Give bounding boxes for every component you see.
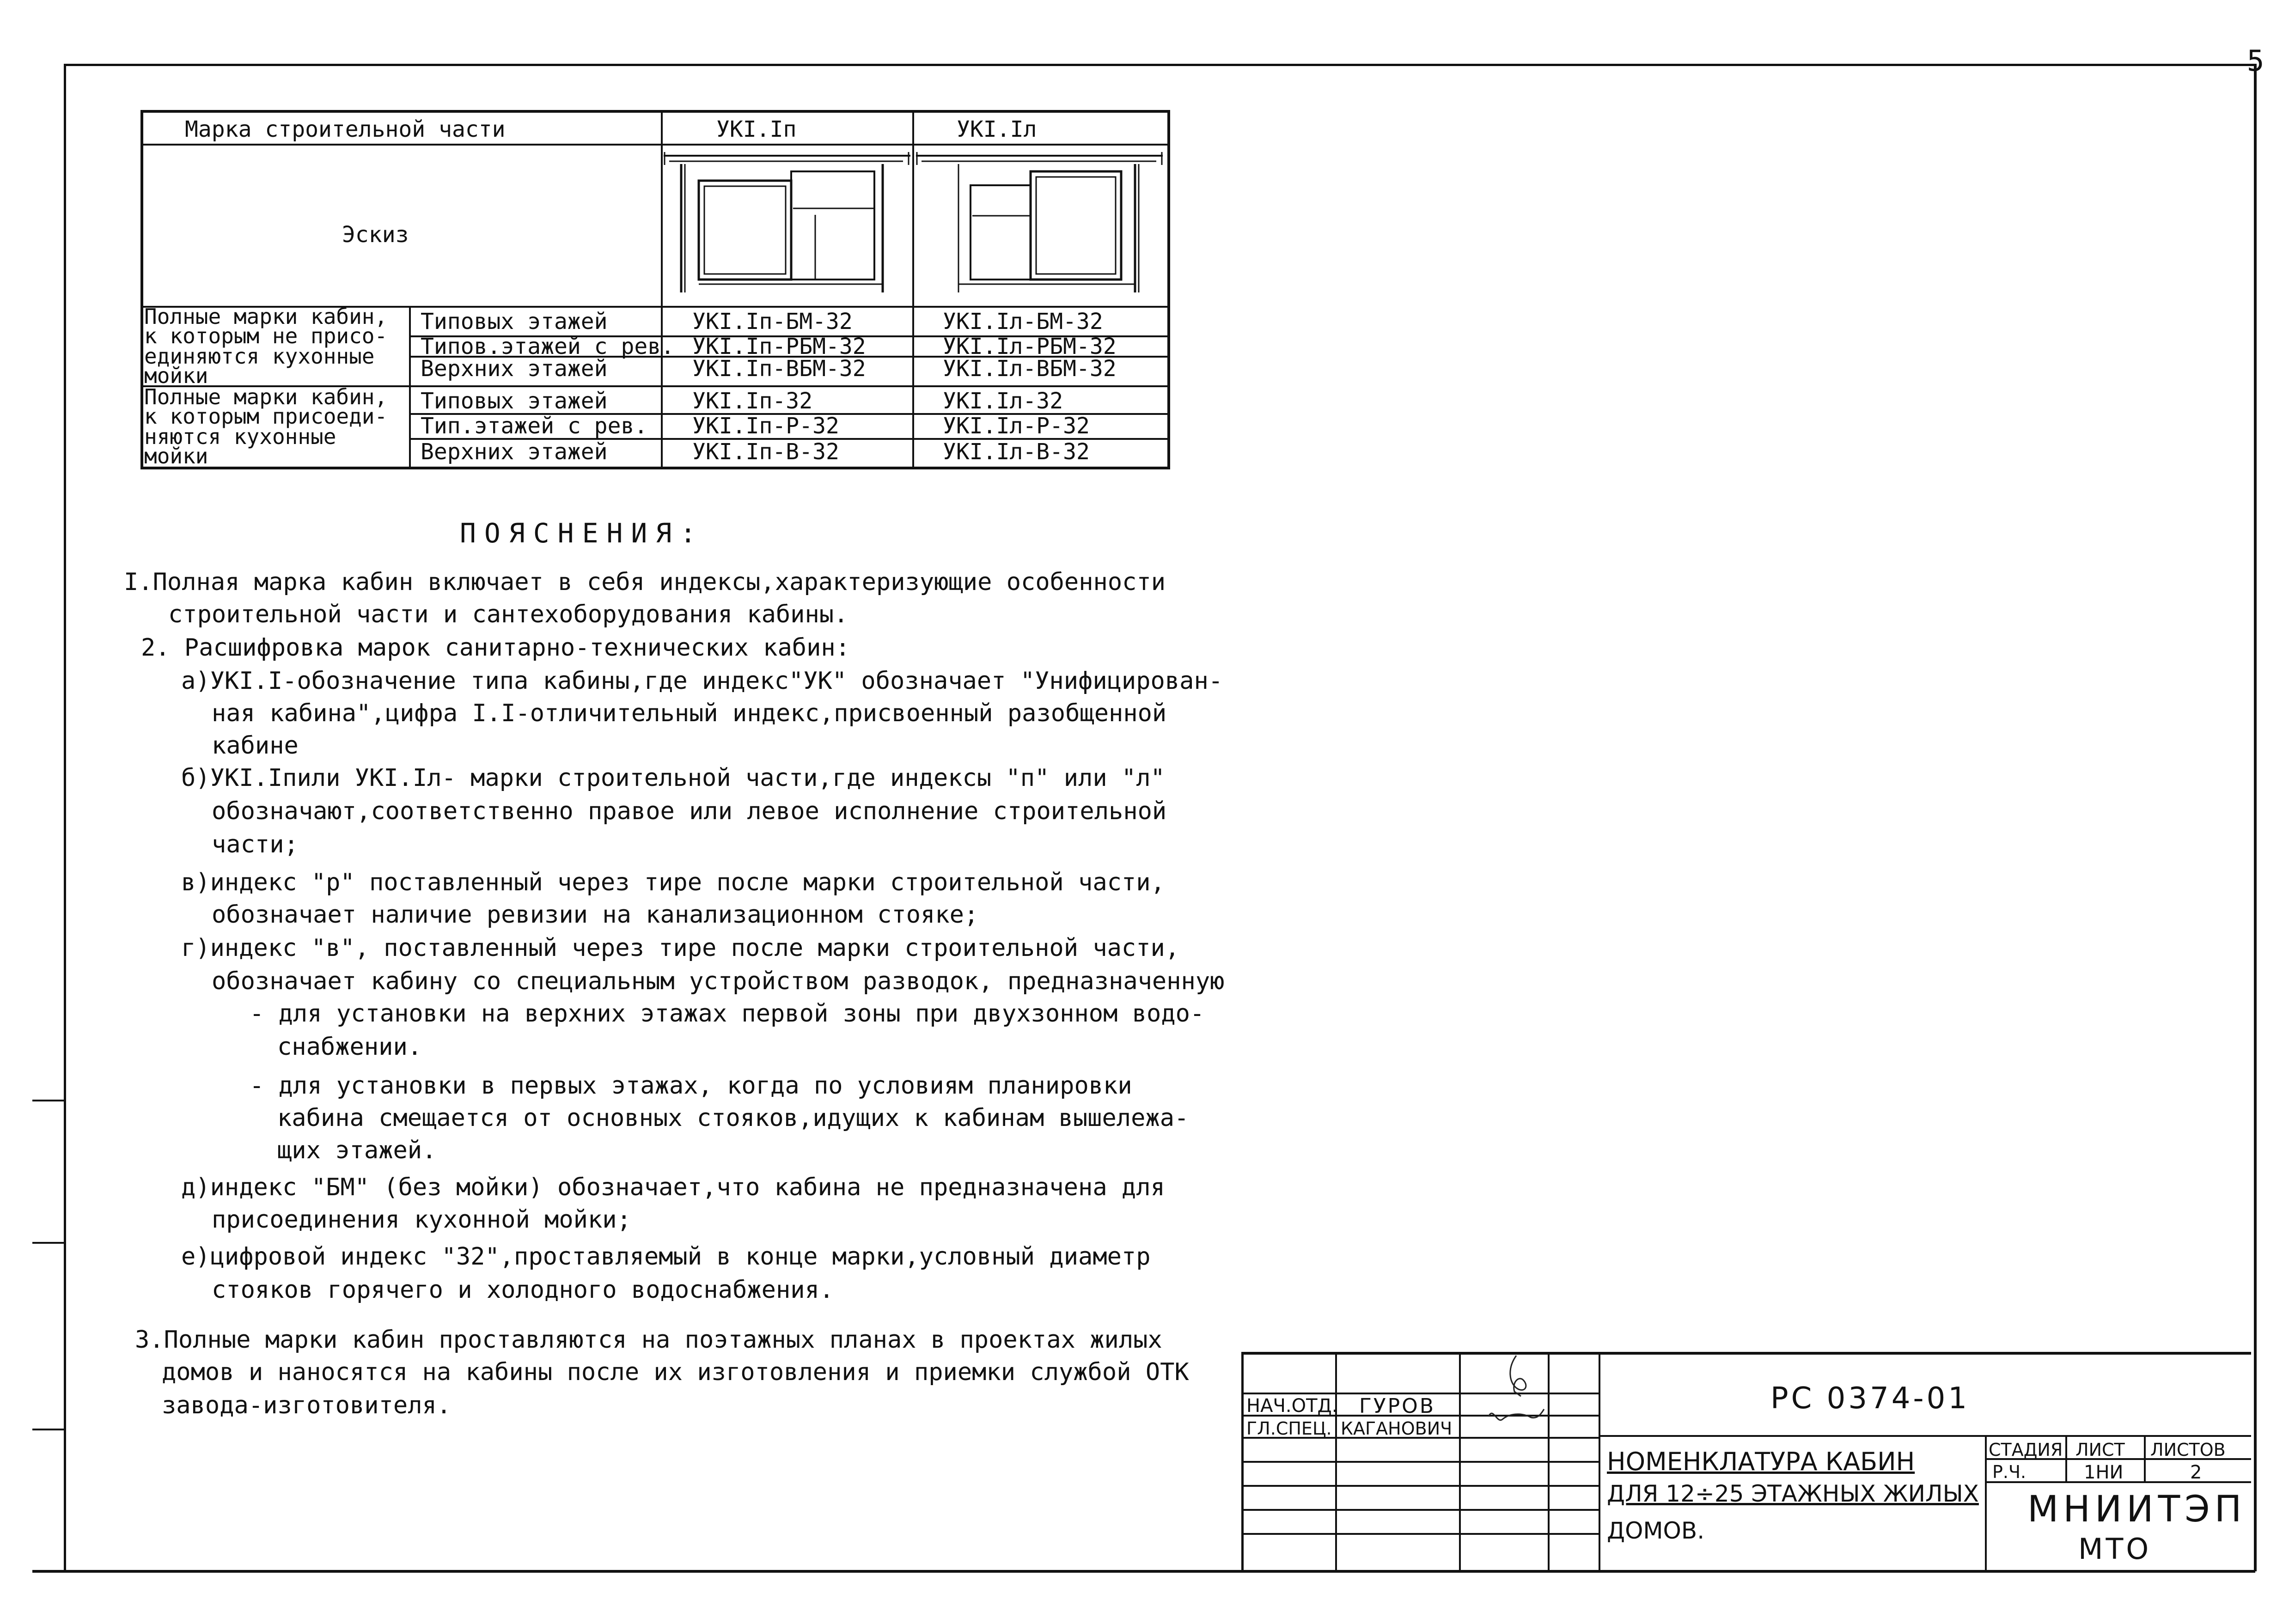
note-line: - для установки в первых этажах, когда по условиям планировки: [250, 1072, 1132, 1100]
note-line: е)цифровой индекс "32",проставляемый в конце марки,условный диаметр: [181, 1243, 1151, 1271]
name-kaganovich: КАГАНОВИЧ: [1341, 1418, 1453, 1439]
title-block: [1241, 1352, 2251, 1573]
margin-tick: [32, 1100, 65, 1101]
organization-unit: МТО: [2078, 1532, 2152, 1566]
notes-title: ПОЯСНЕНИЯ:: [460, 517, 705, 549]
organization-name: МНИИТЭП: [2027, 1489, 2246, 1530]
note-line: а)УКI.I-обозначение типа кабины,где индекс"УК" обозначает "Унифицирован-: [181, 667, 1223, 695]
note-line: б)УКI.Iпили УКI.Iл- марки строительной части,где индексы "п" или "л": [181, 764, 1165, 792]
note-line: кабина смещается от основных стояков,идущих к кабинам вышележа-: [277, 1104, 1189, 1132]
drawing-title-line1: НОМЕНКЛАТУРА КАБИН: [1607, 1447, 1915, 1476]
note-line: завода-изготовителя.: [162, 1392, 452, 1419]
sketch-label: Эскиз: [342, 222, 409, 248]
note-line: снабжении.: [277, 1033, 422, 1061]
column-header-left: УКI.Iл: [957, 116, 1037, 142]
page-number: 5: [2247, 44, 2264, 78]
nomenclature-table: Марка строительной части УКI.Iп УКI.Iл Эскиз Полные марки кабин, к которым не присо- единяются кухонные мойки Полные марки кабин, к которым присоеди- няются кухонные мойки Типовых этажей УКI.Iп-БМ-32 УКI.Iл-БМ-32 Типов.этажей с рев. УКI.Iп-РБМ-32 УКI.Iл-РБМ-32 Верхних этажей УКI.Iп-ВБМ-32 УКI.Iл-ВБМ-32 Типовых этажей УКI.Iп-32 УКI.Iл-32 Тип.этажей с рев. УКI.Iп-Р-32 УКI.Iл-Р-32 Верхних этажей УКI.Iп-В-32 УКI.Iл-В-32: [140, 110, 1170, 469]
sketch-right-cabin: [663, 146, 912, 304]
document-code: РС 0374-01: [1770, 1381, 1970, 1416]
sheets-label: ЛИСТОВ: [2150, 1440, 2226, 1460]
note-line: щих этажей.: [277, 1137, 437, 1164]
role-head-of-dept: НАЧ.ОТД.: [1246, 1395, 1338, 1417]
note-line: домов и наносятся на кабины после их изготовления и приемки службой ОТК: [162, 1358, 1189, 1386]
note-line: - для установки на верхних этажах первой зоны при двухзонном водо-: [250, 1000, 1205, 1028]
note-line: обозначает наличие ревизии на канализационном стояке;: [212, 901, 979, 929]
note-line: 3.Полные марки кабин проставляются на поэтажных планах в проектах жилых: [135, 1326, 1162, 1354]
margin-tick: [32, 1429, 65, 1430]
drawing-title-line3: ДОМОВ.: [1607, 1517, 1705, 1544]
note-line: 2. Расшифровка марок санитарно-технических кабин:: [141, 634, 850, 662]
column-header-right: УКI.Iп: [716, 116, 797, 142]
note-line: I.Полная марка кабин включает в себя индексы,характеризующие особенности: [124, 568, 1166, 596]
sheets-value: 2: [2190, 1462, 2202, 1483]
note-line: строительной части и сантехоборудования кабины.: [168, 601, 848, 628]
note-line: в)индекс "р" поставленный через тире после марки строительной части,: [181, 869, 1165, 896]
note-line: присоединения кухонной мойки;: [212, 1206, 631, 1234]
sketch-left-cabin: [914, 146, 1166, 304]
note-line: ная кабина",цифра I.I-отличительный индекс,присвоенный разобщенной: [212, 699, 1167, 727]
sheet-label: ЛИСТ: [2075, 1440, 2125, 1460]
note-line: д)индекс "БМ" (без мойки) обозначает,что кабина не предназначена для: [181, 1174, 1165, 1201]
role-chief-specialist: ГЛ.СПЕЦ.: [1246, 1418, 1332, 1439]
margin-tick: [32, 1242, 65, 1244]
note-line: обозначают,соответственно правое или левое исполнение строительной: [212, 797, 1167, 825]
header-label: Марка строительной части: [185, 116, 506, 142]
stage-label: СТАДИЯ: [1989, 1440, 2063, 1460]
stage-value: Р.Ч.: [1992, 1462, 2026, 1482]
drawing-title-line2: ДЛЯ 12÷25 ЭТАЖНЫХ ЖИЛЫХ: [1607, 1480, 1979, 1507]
note-line: стояков горячего и холодного водоснабжения.: [212, 1276, 834, 1304]
note-line: части;: [212, 831, 299, 858]
note-line: г)индекс "в", поставленный через тире после марки строительной части,: [181, 934, 1180, 962]
name-gurov: ГУРОВ: [1359, 1394, 1435, 1418]
note-line: обозначает кабину со специальным устройством разводок, предназначенную: [212, 967, 1225, 995]
note-line: кабине: [212, 732, 299, 760]
sheet-value: 1НИ: [2084, 1462, 2124, 1483]
